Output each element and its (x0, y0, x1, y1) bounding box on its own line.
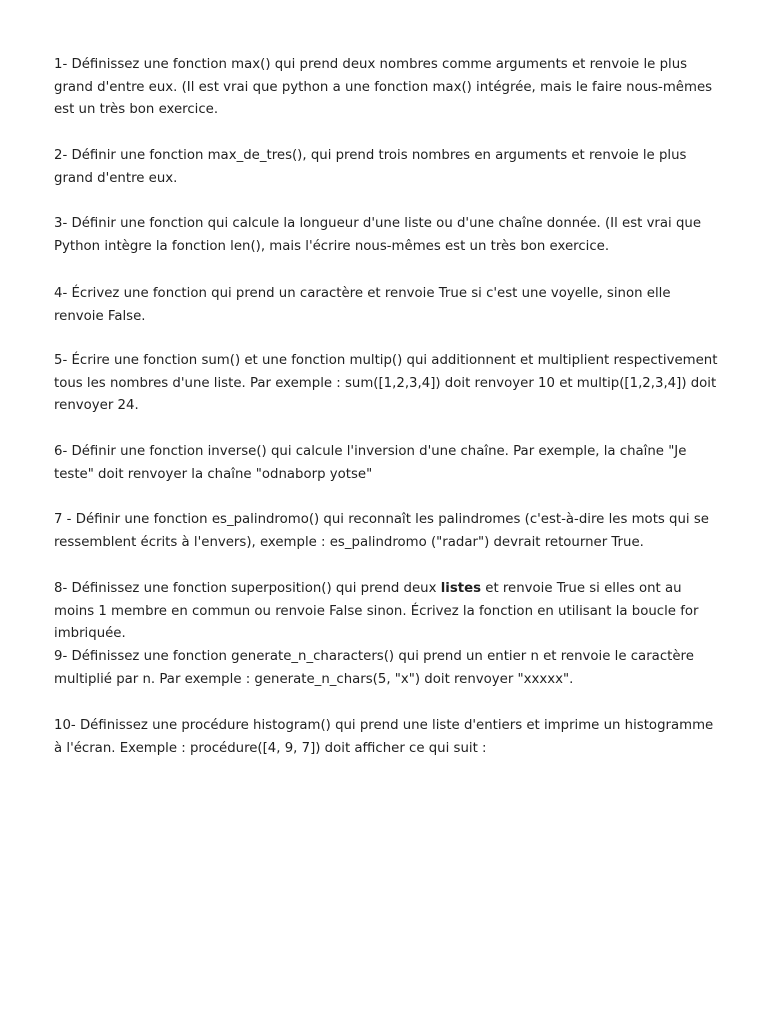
exercise-3: 3- Définir une fonction qui calcule la longueur d'une liste ou d'une chaîne donnée. (Il est vrai que Python intègre la fonction len(), mais l'écrire nous-mêmes est un très bon exercice. (54, 216, 702, 254)
exercise-8 (54, 578, 720, 646)
exercise-8-text-after: et renvoie True si elles ont au moins 1 membre en commun ou renvoie False sinon. Écrivez la fonction en utilisant la boucle for imbriquée. (54, 581, 699, 642)
exercise-6: 6- Définir une fonction inverse() qui calcule l'inversion d'une chaîne. Par exemple, la chaîne "Je teste" doit renvoyer la chaîne "odnaborp yotse" (54, 444, 687, 482)
exercise-1: 1- Définissez une fonction max() qui prend deux nombres comme arguments et renvoie le plus grand d'entre eux. (Il est vrai que python a une fonction max() intégrée, mais le faire nous-mêmes est un très bon exercice. (54, 57, 713, 118)
exercise-8-text-before: 8- Définissez une fonction superposition() qui prend deux (54, 581, 441, 596)
exercise-4: 4- Écrivez une fonction qui prend un caractère et renvoie True si c'est une voyelle, sinon elle renvoie False. (54, 286, 671, 324)
exercise-8-bold-word: listes (440, 581, 482, 596)
exercise-10: 10- Définissez une procédure histogram() qui prend une liste d'entiers et imprime un histogramme à l'écran. Exemple : procédure([4, 9, 7]) doit afficher ce qui suit : (54, 718, 714, 756)
exercise-7: 7 - Définir une fonction es_palindromo() qui reconnaît les palindromes (c'est-à-dire les mots qui se ressemblent écrits à l'envers), exemple : es_palindromo ("radar") devrait retourner True. (54, 512, 709, 550)
exercise-5: 5- Écrire une fonction sum() et une fonction multip() qui additionnent et multiplient respectivement tous les nombres d'une liste. Par exemple : sum([1,2,3,4]) doit renvoyer 10 et multip([1,2,3,4]) doit renvoyer 24. (54, 353, 718, 414)
exercise-9: 9- Définissez une fonction generate_n_characters() qui prend un entier n et renvoie le caractère multiplié par n. Par exemple : generate_n_chars(5, "x") doit renvoyer "xxxxx". (54, 649, 694, 687)
exercise-2: 2- Définir une fonction max_de_tres(), qui prend trois nombres en arguments et renvoie le plus grand d'entre eux. (54, 148, 687, 186)
